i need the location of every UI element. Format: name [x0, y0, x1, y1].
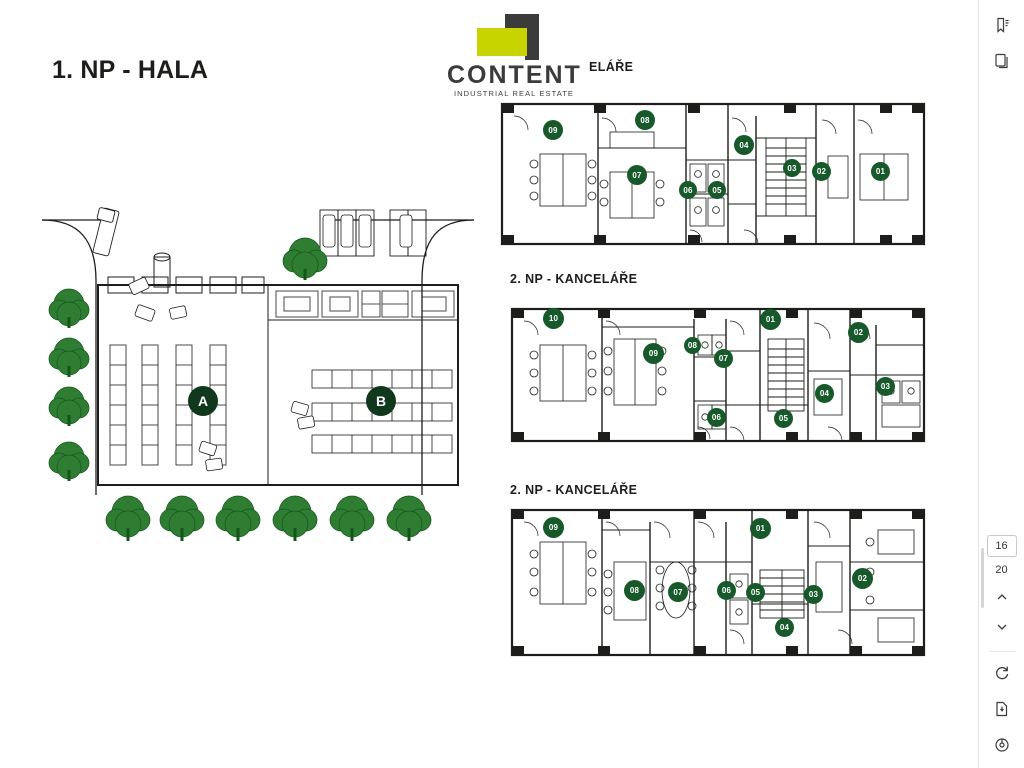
tree-icon	[47, 333, 91, 379]
tree-icon	[104, 492, 152, 544]
tree-icon	[47, 437, 91, 483]
room-badge: 05	[774, 409, 793, 428]
room-badge: 09	[543, 517, 564, 538]
room-badge: 04	[775, 618, 794, 637]
room-badge: 07	[627, 165, 647, 185]
room-badge: 03	[804, 585, 823, 604]
download-icon[interactable]	[987, 694, 1017, 724]
room-badge: 06	[717, 581, 736, 600]
room-badge: 08	[684, 337, 701, 354]
room-badge: 07	[668, 582, 688, 602]
tree-icon	[385, 492, 433, 544]
room-badge: 09	[643, 343, 664, 364]
room-badge: 01	[750, 518, 771, 539]
room-badge: 09	[543, 120, 563, 140]
clipped-floor-label: ELÁŘE	[589, 60, 634, 74]
room-badge: 01	[871, 162, 890, 181]
tree-icon	[328, 492, 376, 544]
pdf-viewer-toolbar	[978, 0, 1024, 768]
tree-icon	[214, 492, 262, 544]
hall-label-a: A	[188, 386, 218, 416]
floor-label-bottom: 2. NP - KANCELÁŘE	[510, 483, 638, 497]
room-badge: 06	[707, 408, 726, 427]
room-badge: 01	[760, 309, 781, 330]
settings-icon[interactable]	[987, 730, 1017, 760]
rotate-icon[interactable]	[987, 658, 1017, 688]
tree-icon	[47, 382, 91, 428]
room-badge: 10	[543, 308, 564, 329]
tree-icon	[271, 492, 319, 544]
tree-icon	[158, 492, 206, 544]
logo-tagline: INDUSTRIAL REAL ESTATE	[453, 89, 575, 98]
room-badge: 02	[812, 162, 831, 181]
bookmark-icon[interactable]	[987, 10, 1017, 40]
page-title: 1. NP - HALA	[52, 56, 209, 84]
floor-label-middle: 2. NP - KANCELÁŘE	[510, 272, 638, 286]
floor-plan-top	[498, 98, 928, 253]
logo-mark-icon	[477, 14, 557, 60]
room-badge: 07	[714, 349, 733, 368]
toolbar-divider	[989, 651, 1015, 652]
room-badge: 08	[624, 580, 645, 601]
room-badge: 05	[746, 583, 765, 602]
vertical-scrollbar[interactable]	[981, 548, 984, 608]
hall-label-b: B	[366, 386, 396, 416]
room-badge: 05	[708, 181, 726, 199]
copy-pages-icon[interactable]	[987, 46, 1017, 76]
logo-wordmark: CONTENT	[447, 61, 582, 89]
chevron-up-icon[interactable]	[987, 582, 1017, 612]
room-badge: 08	[635, 110, 655, 130]
page-total-label: 20	[995, 564, 1008, 576]
room-badge: 04	[734, 135, 754, 155]
content-logo	[447, 14, 581, 96]
chevron-down-icon[interactable]	[987, 612, 1017, 642]
page-number-input[interactable]: 16	[987, 535, 1017, 557]
room-badge: 03	[783, 159, 801, 177]
room-badge: 02	[848, 322, 869, 343]
tree-icon	[47, 284, 91, 330]
room-badge: 03	[876, 377, 895, 396]
room-badge: 02	[852, 568, 873, 589]
room-badge: 04	[815, 384, 834, 403]
tree-icon	[281, 234, 329, 282]
room-badge: 06	[679, 181, 697, 199]
